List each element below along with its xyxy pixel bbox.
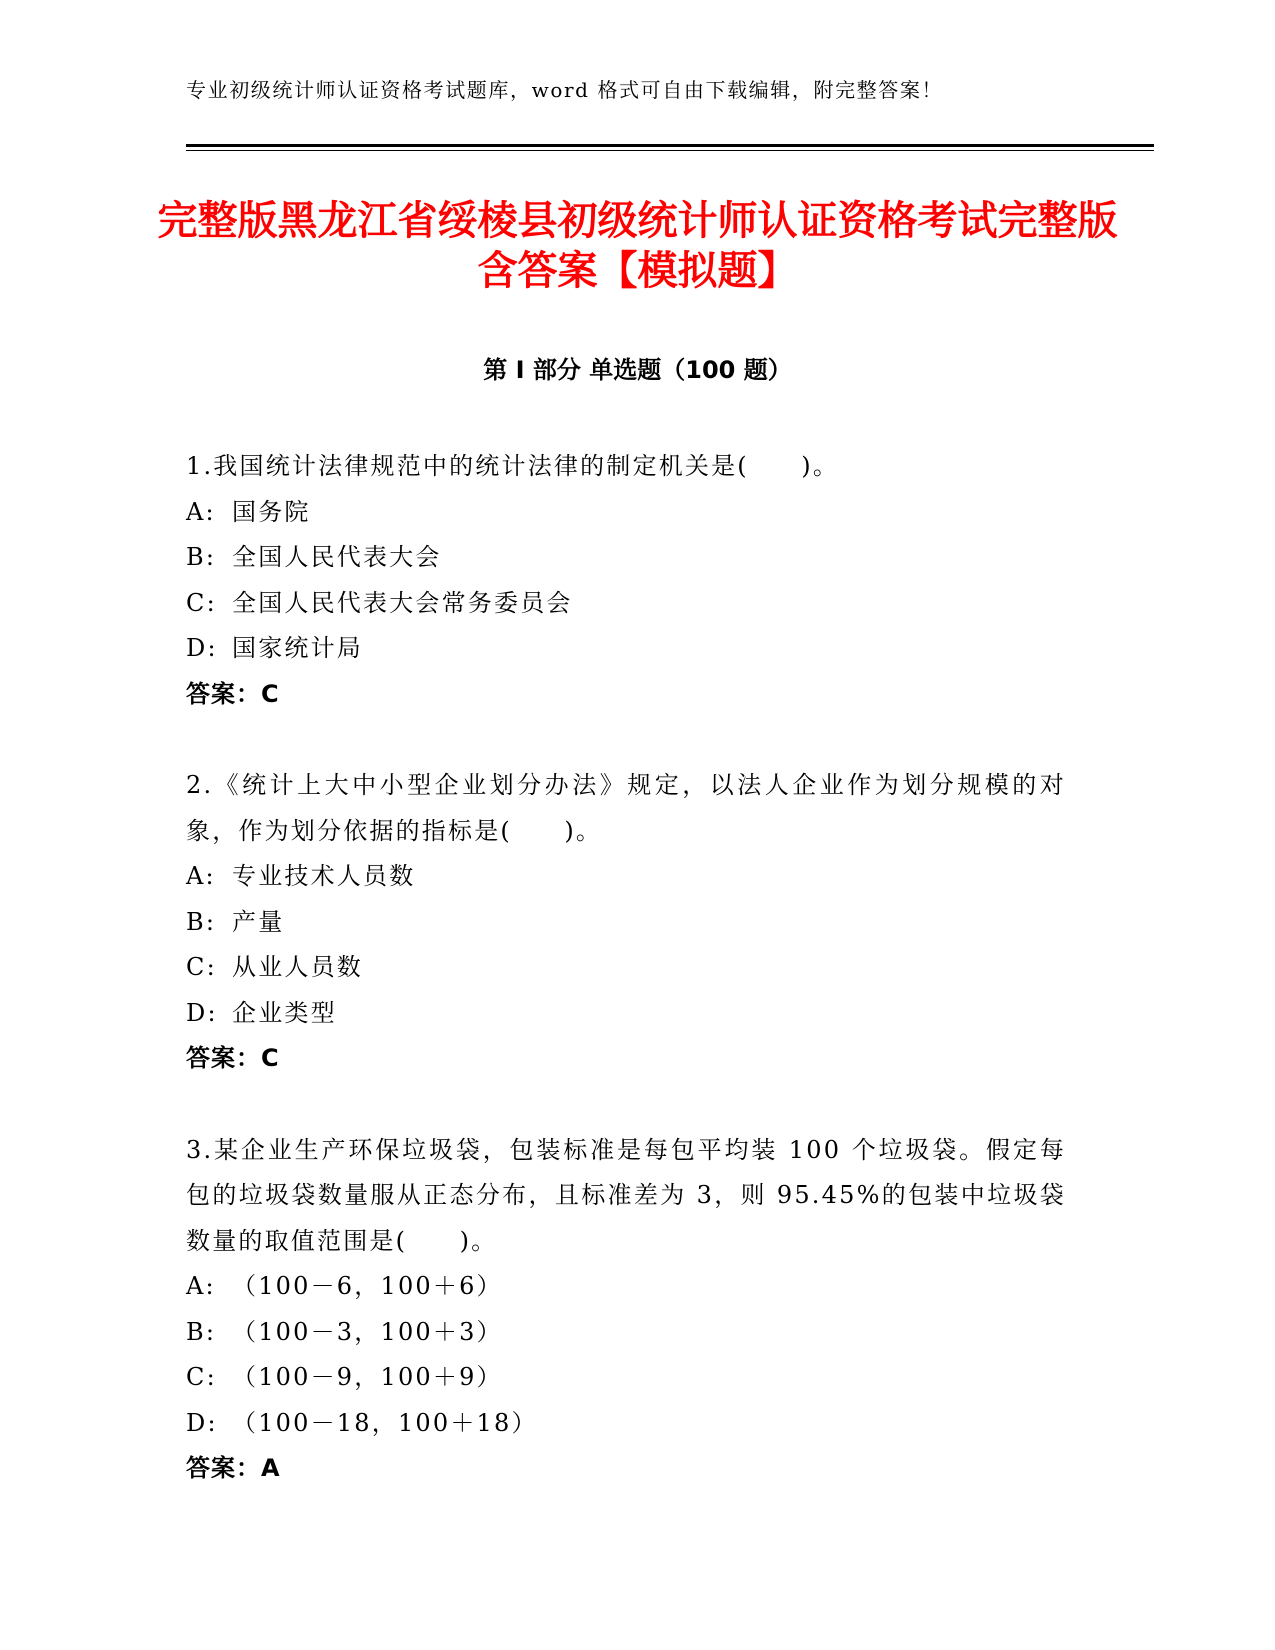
question-2 xyxy=(186,763,1066,1082)
option-letter: D: xyxy=(186,634,218,662)
answer-value: C xyxy=(261,679,280,708)
header-rule-thin xyxy=(186,150,1154,151)
option-text: （100－3，100＋3） xyxy=(232,1317,503,1346)
option-text: 全国人民代表大会常务委员会 xyxy=(232,588,573,617)
option-letter: C: xyxy=(186,588,217,617)
option-a xyxy=(186,854,1066,900)
option-text: 国家统计局 xyxy=(232,634,363,662)
answer-line xyxy=(186,1036,1066,1082)
option-letter: A: xyxy=(186,1272,216,1300)
option-text: 从业人员数 xyxy=(232,953,363,981)
option-text: 产量 xyxy=(232,907,285,936)
answer-label: 答案： xyxy=(186,1454,261,1482)
option-d xyxy=(186,1401,1066,1447)
option-letter: A: xyxy=(186,862,216,890)
answer-label: 答案： xyxy=(186,679,261,708)
answer-label: 答案： xyxy=(186,1044,261,1072)
option-c xyxy=(186,945,1066,991)
option-a xyxy=(186,490,1066,536)
option-text: （100－9，100＋9） xyxy=(232,1363,503,1391)
option-text: （100－6，100＋6） xyxy=(232,1272,503,1300)
option-text: 企业类型 xyxy=(232,998,337,1027)
question-stem: 3.某企业生产环保垃圾袋，包装标准是每包平均装 100 个垃圾袋。假定每包的垃圾袋数量服从正态分布，且标准差为 3，则 95.45%的包装中垃圾袋数量的取值范围是( )。 xyxy=(186,1135,1066,1255)
option-b xyxy=(186,900,1066,946)
question-stem: 2.《统计上大中小型企业划分办法》规定，以法人企业作为划分规模的对象，作为划分依据的指标是( )。 xyxy=(186,771,1066,845)
option-text: 全国人民代表大会 xyxy=(232,543,442,571)
option-d xyxy=(186,626,1066,672)
header-rule-thick xyxy=(186,144,1154,147)
question-stem: 1.我国统计法律规范中的统计法律的制定机关是( )。 xyxy=(186,452,840,480)
header-note: 专业初级统计师认证资格考试题库，word 格式可自由下载编辑，附完整答案！ xyxy=(186,78,944,102)
option-c xyxy=(186,1355,1066,1401)
option-b xyxy=(186,535,1066,581)
option-text: 专业技术人员数 xyxy=(232,862,416,890)
option-c xyxy=(186,581,1066,627)
question-list xyxy=(186,444,1066,1538)
option-a xyxy=(186,1264,1066,1310)
option-letter: D: xyxy=(186,998,218,1027)
option-letter: C: xyxy=(186,953,217,981)
option-d xyxy=(186,991,1066,1037)
option-letter: D: xyxy=(186,1408,218,1437)
option-text: 国务院 xyxy=(232,497,311,526)
option-letter: B: xyxy=(186,1317,217,1346)
answer-value: A xyxy=(261,1454,281,1482)
option-letter: A: xyxy=(186,497,216,526)
answer-value: C xyxy=(261,1044,280,1072)
answer-line xyxy=(186,1446,1066,1492)
question-3 xyxy=(186,1128,1066,1492)
option-text: （100－18，100＋18） xyxy=(232,1408,538,1437)
option-b xyxy=(186,1310,1066,1356)
question-1 xyxy=(186,444,1066,717)
option-letter: B: xyxy=(186,543,217,571)
option-letter: B: xyxy=(186,907,217,936)
section-heading: 第 I 部分 单选题（100 题） xyxy=(483,356,792,384)
answer-line xyxy=(186,672,1066,718)
option-letter: C: xyxy=(186,1363,217,1391)
document-title: 完整版黑龙江省绥棱县初级统计师认证资格考试完整版含答案【模拟题】 xyxy=(157,198,1118,294)
